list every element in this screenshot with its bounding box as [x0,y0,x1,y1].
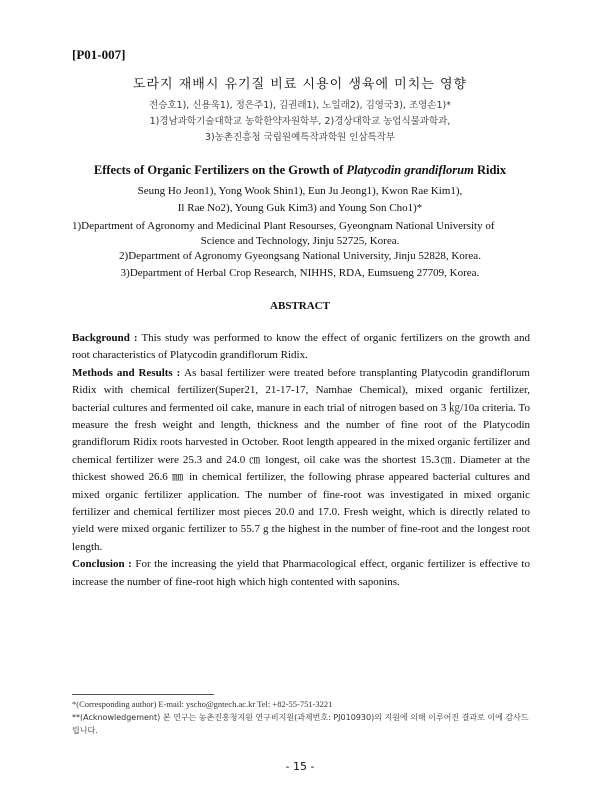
affiliation-1a: 1)Department of Agronomy and Medicinal Plant Resourses, Gyeongnam National University of [72,220,495,232]
english-authors-line-1: Seung Ho Jeon1), Yong Wook Shin1), Eun Ju Jeong1), Kwon Rae Kim1), [137,185,463,197]
title-prefix: Effects of Organic Fertilizers on the Growth of [93,163,347,177]
methods-paragraph [72,365,530,556]
conclusion-text: For the increasing the yield that Pharmacological effect, organic fertilizer is effective to increase the number of fine-root high which high contented with saponins. [72,558,530,588]
title-species: Platycodin grandiflorum [346,163,474,177]
footnote-divider [72,694,214,695]
page-number: - 15 - [285,760,315,773]
background-label: Background : [72,332,142,344]
korean-affiliation-2: 3)농촌진흥청 국립원예특작과학원 인삼특작부 [204,132,396,143]
methods-text: As basal fertilizer were treated before transplanting Platycodin grandiflorum Ridix with chemical fertilizer(Super21, 21-17-17, Namhae Chemical), mixed organic fertilizer, bacterial cultures and fermented oil cake, manure in each trial of nitrogen based on 3 ㎏/10a criteria. To measure the fresh weight and length, thickness and the number of fine root of the Platycodin grandiflorum Ridix roots harvested in October. Root length appeared in the mixed organic fertilizer and chemical fertilizer were 25.3 and 24.0 ㎝ longest, oil cake was the shortest 15.3㎝. Diameter at the thickest showed 26.6 ㎜ in chemical fertilizer, the following phrase appeared bacterial cultures and mixed organic fertilizer application. The number of fine-root was investigated in mixed organic fertilizer and chemical fertilizer most pieces 20.0 and 17.0. Fresh weight, which is directly related to yield were mixed organic fertilizer to 55.7 g the highest in the number of fine-root and the longest root length. [72,366,530,553]
conclusion-paragraph [72,556,530,591]
title-suffix: Ridix [473,163,507,177]
english-authors-line-2: Il Rae No2), Young Guk Kim3) and Young Son Cho1)* [177,202,423,214]
background-text: This study was performed to know the effect of organic fertilizers on the growth and root characteristics of Platycodin grandiflorum Ridix. [72,332,530,362]
background-paragraph [72,330,530,365]
footnote-acknowledgement: **(Acknowledgement) 본 연구는 농촌진흥청지원 연구비지원(과제번호: PJ010930)의 지원에 의해 이루어진 결과로 이에 감사드립니다. [72,713,529,735]
english-title [60,163,540,178]
abstract-code: [P01-007] [72,47,126,62]
methods-label: Methods and Results : [72,366,185,379]
abstract-heading: ABSTRACT [270,300,330,312]
korean-affiliation-1: 1)경남과학기술대학교 농학한약자원학부, 2)경상대학교 농업식물과학과, [149,116,451,127]
korean-authors: 전승호1), 신용욱1), 정은주1), 김권래1), 노일래2), 김영국3), 조영손1)* [149,100,451,111]
affiliation-1b: Science and Technology, Jinju 52725, Korea. [200,235,400,247]
korean-title: 도라지 재배시 유기질 비료 시용이 생육에 미치는 영향 [132,77,468,92]
footnote-corresponding: *(Corresponding author) E-mail: yscho@gntech.ac.kr Tel: +82-55-751-3221 [72,699,333,709]
conclusion-label: Conclusion : [72,558,136,571]
affiliation-2: 2)Department of Agronomy Gyeongsang National University, Jinju 52828, Korea. [119,250,481,262]
affiliation-3: 3)Department of Herbal Crop Research, NIHHS, RDA, Eumsueng 27709, Korea. [120,267,480,279]
abstract-body [72,330,530,591]
